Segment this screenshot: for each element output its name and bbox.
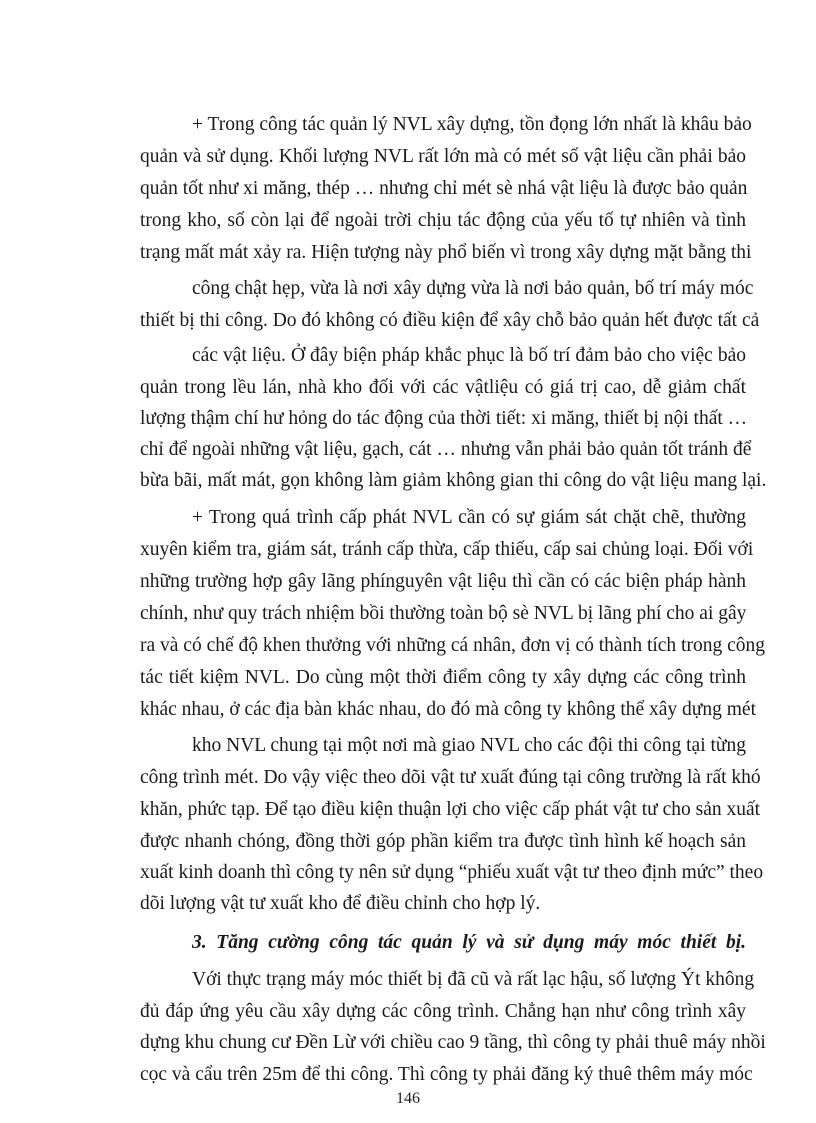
section-heading: 3. Tăng cường công tác quản lý và sử dụng máy móc thiết bị. bbox=[192, 932, 746, 953]
text-line: dựng khu chung cư Đền Lừ với chiều cao 9 tầng, thì công ty phải thuê máy nhồi bbox=[140, 1032, 766, 1053]
text-line: ra và có chế độ khen thưởng với những cá nhân, đơn vị có thành tích trong công bbox=[140, 635, 765, 656]
text-line: xuyên kiểm tra, giám sát, tránh cấp thừa, cấp thiếu, cấp sai chủng loại. Đối với bbox=[140, 539, 754, 560]
text-line: công trình mét. Do vậy việc theo dõi vật tư xuất đúng tại công trường là rất khó bbox=[140, 767, 761, 788]
text-line: + Trong quá trình cấp phát NVL cần có sự giám sát chặt chẽ, thường bbox=[192, 507, 746, 528]
text-line: bừa bãi, mất mát, gọn không làm giảm không gian thi công do vật liệu mang lại. bbox=[140, 470, 767, 491]
text-line: trong kho, số còn lại để ngoài trời chịu tác động của yếu tố tự nhiên và tình bbox=[140, 210, 746, 231]
text-line: những trường hợp gây lãng phínguyên vật liệu thì cần có các biện pháp hành bbox=[140, 571, 746, 592]
text-line: xuất kinh doanh thì công ty nên sử dụng “phiếu xuất vật tư theo định mức” theo bbox=[140, 862, 764, 883]
text-line: tác tiết kiệm NVL. Do cùng một thời điểm công ty xây dựng các công trình bbox=[140, 667, 746, 688]
text-line: dõi lượng vật tư xuất kho để điều chỉnh cho hợp lý. bbox=[140, 893, 541, 914]
text-line: quản tốt như xi măng, thép … nhưng chỉ mét sè nhá vật liệu là được bảo quản bbox=[140, 178, 748, 199]
text-line: chỉ để ngoài những vật liệu, gạch, cát … nhưng vẫn phải bảo quản tốt tránh để bbox=[140, 439, 752, 460]
text-line: + Trong công tác quản lý NVL xây dựng, tồn đọng lớn nhất là khâu bảo bbox=[192, 114, 752, 135]
text-line: thiết bị thi công. Do đó không có điều kiện để xây chỗ bảo quản hết được tất cả bbox=[140, 310, 760, 331]
text-line: các vật liệu. Ở đây biện pháp khắc phục là bố trí đảm bảo cho việc bảo bbox=[192, 345, 746, 366]
text-line: cọc và cẩu trên 25m để thi công. Thì công ty phải đăng ký thuê thêm máy móc bbox=[140, 1064, 753, 1085]
page-number: 146 bbox=[396, 1090, 420, 1107]
text-line: chính, như quy trách nhiệm bồi thường toàn bộ sè NVL bị lãng phí cho ai gây bbox=[140, 603, 747, 624]
text-line: trạng mất mát xảy ra. Hiện tượng này phổ biến vì trong xây dựng mặt bằng thi bbox=[140, 242, 752, 263]
text-line: công chật hẹp, vừa là nơi xây dựng vừa là nơi bảo quản, bố trí máy móc bbox=[192, 278, 754, 299]
text-line: khăn, phức tạp. Để tạo điều kiện thuận lợi cho việc cấp phát vật tư cho sản xuất bbox=[140, 799, 761, 820]
text-line: lượng thậm chí hư hỏng do tác động của thời tiết: xi măng, thiết bị nội thất … bbox=[140, 408, 748, 429]
text-line: kho NVL chung tại một nơi mà giao NVL cho các đội thi công tại từng bbox=[192, 735, 746, 756]
text-line: quản và sử dụng. Khối lượng NVL rất lớn mà có mét số vật liệu cần phải bảo bbox=[140, 146, 746, 167]
text-line: được nhanh chóng, đồng thời góp phần kiểm tra được tình hình kế hoạch sản bbox=[140, 831, 746, 852]
text-line: đủ đáp ứng yêu cầu xây dựng các công trình. Chẳng hạn như công trình xây bbox=[140, 1001, 746, 1022]
text-line: khác nhau, ở các địa bàn khác nhau, do đó mà công ty không thể xây dựng mét bbox=[140, 699, 756, 720]
text-line: quản trong lều lán, nhà kho đối với các vậtliệu có giá trị cao, dễ giảm chất bbox=[140, 377, 746, 398]
text-line: Với thực trạng máy móc thiết bị đã cũ và rất lạc hậu, số lượng Ýt không bbox=[192, 969, 755, 990]
